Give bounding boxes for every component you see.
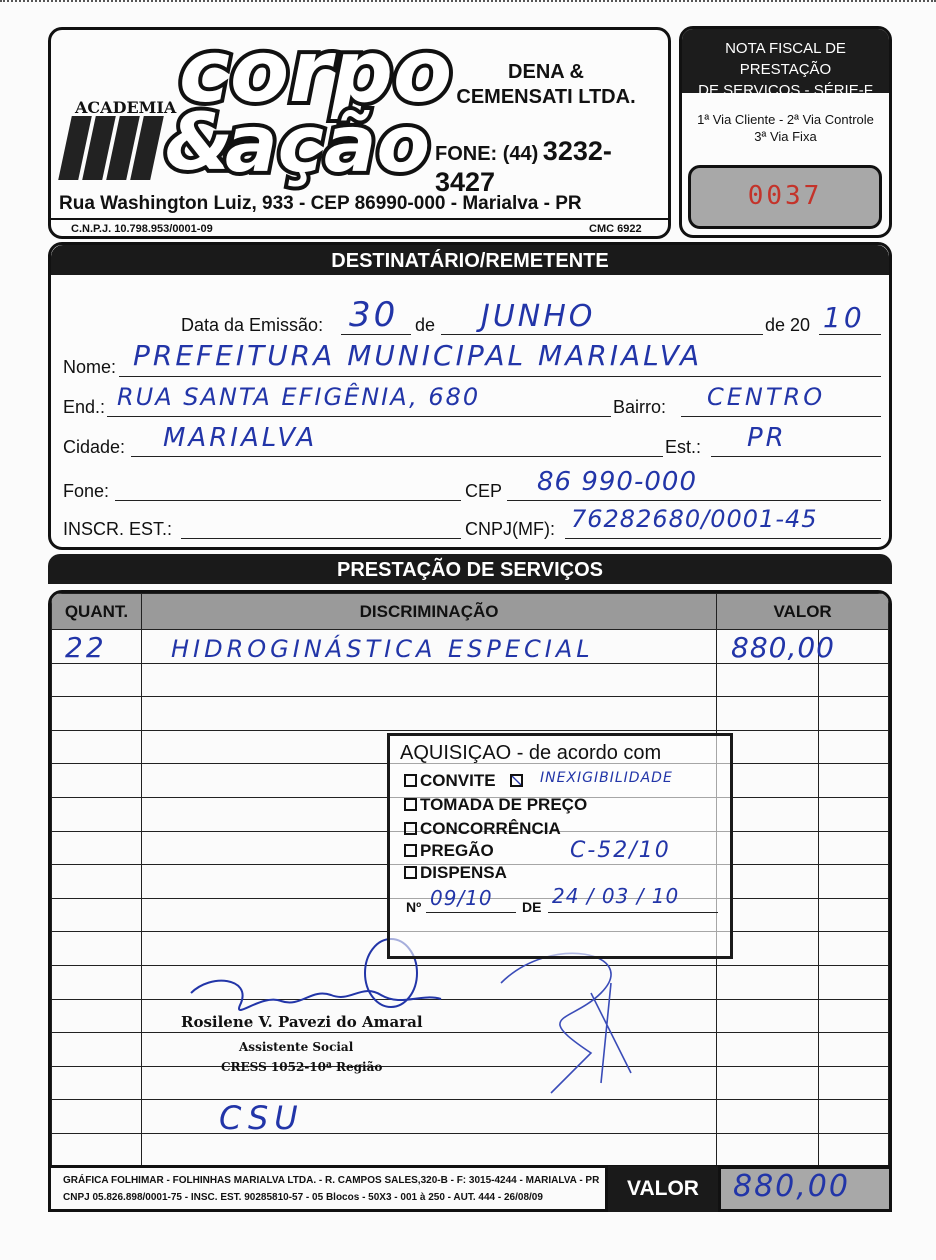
year-label: de 20 [765, 315, 811, 335]
stamp-opt-concorrencia: CONCORRÊNCIA [404, 818, 561, 840]
services-frame [48, 590, 892, 1168]
row-1-desc: HIDROGINÁSTICA ESPECIAL [171, 635, 594, 663]
cents-cell [819, 697, 889, 731]
date-de-label: de [415, 315, 436, 335]
desc-cell [141, 697, 716, 731]
value-cell [717, 663, 819, 697]
col-quant-header: QUANT. [52, 594, 142, 630]
quant-cell [52, 697, 142, 731]
handwritten-note: CSU [219, 1099, 304, 1137]
invoice-number-box [688, 165, 882, 229]
cents-cell [819, 663, 889, 697]
cents-cell [819, 1133, 889, 1167]
cep-label: CEP [465, 481, 503, 501]
cents-cell [819, 999, 889, 1033]
printer-line-1: GRÁFICA FOLHIMAR - FOLHINHAS MARIALVA LTDA. - R. CAMPOS SALES,320-B - F: 3015-4244 - MARIALVA - PR [63, 1175, 600, 1186]
checked-checkbox-icon [510, 774, 523, 787]
state-line [711, 456, 881, 457]
stamp-date-line [548, 912, 718, 913]
signature-name: Rosilene V. Pavezi do Amaral [181, 1013, 423, 1031]
stamp-num-label: Nº [406, 899, 422, 915]
company-name: DENA & CEMENSATI LTDA. [456, 61, 636, 108]
quant-cell [52, 999, 142, 1033]
address-line [107, 416, 611, 417]
footer-total-value: 880,00 [733, 1169, 850, 1204]
value-cell [717, 697, 819, 731]
checkbox-icon [404, 866, 417, 879]
company-cmc: CMC 6922 [589, 223, 642, 235]
cents-cell [819, 764, 889, 798]
recipient-banner: DESTINATÁRIO/REMETENTE [51, 245, 889, 275]
city-label: Cidade: [63, 437, 126, 457]
checkbox-icon [404, 844, 417, 857]
invoice-vias: 1ª Via Cliente - 2ª Via Controle 3ª Via Fixa [697, 112, 874, 144]
logo [61, 22, 453, 206]
date-label: Data da Emissão: [181, 315, 324, 335]
company-address: Rua Washington Luiz, 933 - CEP 86990-000 - Marialva - PR [59, 193, 582, 214]
inscr-label: INSCR. EST.: [63, 519, 173, 539]
stamp-opt-pregao: PREGÃO [404, 840, 494, 862]
acquisition-stamp [387, 733, 733, 959]
value-cell [717, 1033, 819, 1067]
company-header [48, 22, 671, 239]
signature-registry: CRESS 1052-10ª Região [221, 1060, 383, 1074]
recipient-section [48, 242, 892, 550]
year-line [819, 334, 881, 335]
checkbox-icon [404, 822, 417, 835]
stamp-de-label: DE [522, 899, 542, 915]
name-value: PREFEITURA MUNICIPAL MARIALVA [133, 339, 703, 372]
cents-cell [819, 1100, 889, 1134]
invoice-title: NOTA FISCAL DE PRESTAÇÃO DE SERVIÇOS - SÉRIE-F [682, 29, 889, 93]
logo-acao: ação [225, 100, 431, 190]
quant-cell [52, 764, 142, 798]
state-value: PR [747, 423, 787, 453]
stamp-date-value: 24 / 03 / 10 [552, 884, 680, 908]
quant-cell [52, 1133, 142, 1167]
cents-cell [819, 831, 889, 865]
stamp-opt-dispensa: DISPENSA [404, 862, 507, 884]
year-suffix: 10 [823, 301, 865, 334]
address-value: RUA SANTA EFIGÊNIA, 680 [117, 383, 481, 411]
row-1-quant: 22 [65, 631, 107, 664]
quant-cell [52, 663, 142, 697]
address-label: End.: [63, 397, 106, 417]
cnpj-line [565, 538, 881, 539]
col-desc-header: DISCRIMINAÇÃO [141, 594, 716, 630]
date-day: 30 [349, 295, 399, 335]
quant-cell [52, 797, 142, 831]
cnpj-value: 76282680/0001-45 [571, 505, 818, 533]
stamp-opt-tomada: TOMADA DE PREÇO [404, 794, 587, 816]
row-1-value: 880,00 [731, 631, 835, 664]
stamp-num-value: 09/10 [430, 886, 493, 910]
quant-cell [52, 965, 142, 999]
stamp-opt1-extra: INEXIGIBILIDADE [540, 770, 673, 786]
value-cell [717, 1100, 819, 1134]
quant-cell [52, 1100, 142, 1134]
cents-cell [819, 898, 889, 932]
footer-total-box [718, 1166, 892, 1212]
table-row [52, 1133, 889, 1167]
footer-printer [48, 1166, 608, 1212]
checkbox-icon [404, 798, 417, 811]
quant-cell [52, 932, 142, 966]
quant-cell [52, 730, 142, 764]
bairro-line [681, 416, 881, 417]
name-line [119, 376, 881, 377]
perforation-edge [0, 0, 936, 8]
quant-cell [52, 865, 142, 899]
cents-cell [819, 965, 889, 999]
invoice-number: 0037 [747, 181, 823, 211]
logo-ampersand: & [165, 98, 234, 188]
footer-total-label: VALOR [608, 1166, 718, 1212]
services-banner: PRESTAÇÃO DE SERVIÇOS [48, 554, 892, 584]
cep-line [507, 500, 881, 501]
logo-academia: ACADEMIA [75, 98, 177, 117]
signature-role: Assistente Social [239, 1040, 354, 1054]
company-cnpj: C.N.P.J. 10.798.953/0001-09 [71, 223, 213, 235]
name-label: Nome: [63, 357, 117, 377]
stamp-title: AQUISIÇAO - de acordo com [400, 742, 662, 764]
bairro-value: CENTRO [707, 383, 826, 411]
cents-cell [819, 1066, 889, 1100]
value-cell [717, 965, 819, 999]
value-cell [717, 999, 819, 1033]
table-row [52, 697, 889, 731]
phone-line [115, 500, 461, 501]
company-phone: FONE: (44) 3232-3427 [435, 136, 612, 197]
table-row [52, 663, 889, 697]
cnpj-label: CNPJ(MF): [465, 519, 555, 539]
desc-cell [141, 1133, 716, 1167]
bairro-label: Bairro: [613, 397, 667, 417]
phone-label: Fone: [63, 481, 110, 501]
quant-cell [52, 1033, 142, 1067]
cents-cell [819, 1033, 889, 1067]
checkbox-icon [404, 774, 417, 787]
cep-value: 86 990-000 [537, 467, 697, 497]
cents-cell [819, 797, 889, 831]
city-line [131, 456, 663, 457]
cents-cell [819, 865, 889, 899]
value-cell [717, 1133, 819, 1167]
stamp-pregao-value: C-52/10 [570, 838, 671, 863]
table-row [52, 1100, 889, 1134]
stamp-num-line [426, 912, 516, 913]
value-cell [717, 1066, 819, 1100]
col-value-header: VALOR [717, 594, 889, 630]
date-month-line [441, 334, 763, 335]
cents-cell [819, 730, 889, 764]
quant-cell [52, 898, 142, 932]
date-month: JUNHO [481, 299, 596, 334]
stamp-opt-convite: CONVITE [404, 770, 526, 792]
header-divider [51, 218, 668, 220]
printer-line-2: CNPJ 05.826.898/0001-75 - INSC. EST. 90285810-57 - 05 Blocos - 50X3 - 001 à 250 - AUT. 444 - 26/08/09 [63, 1192, 543, 1203]
invoice-box [679, 26, 892, 238]
city-value: MARIALVA [163, 423, 318, 453]
logo-corpo: corpo [179, 22, 453, 122]
quant-cell [52, 1066, 142, 1100]
state-label: Est.: [665, 437, 702, 457]
logo-bars [65, 116, 161, 185]
desc-cell [141, 663, 716, 697]
cents-cell [819, 932, 889, 966]
quant-cell [52, 831, 142, 865]
inscr-line [181, 538, 461, 539]
